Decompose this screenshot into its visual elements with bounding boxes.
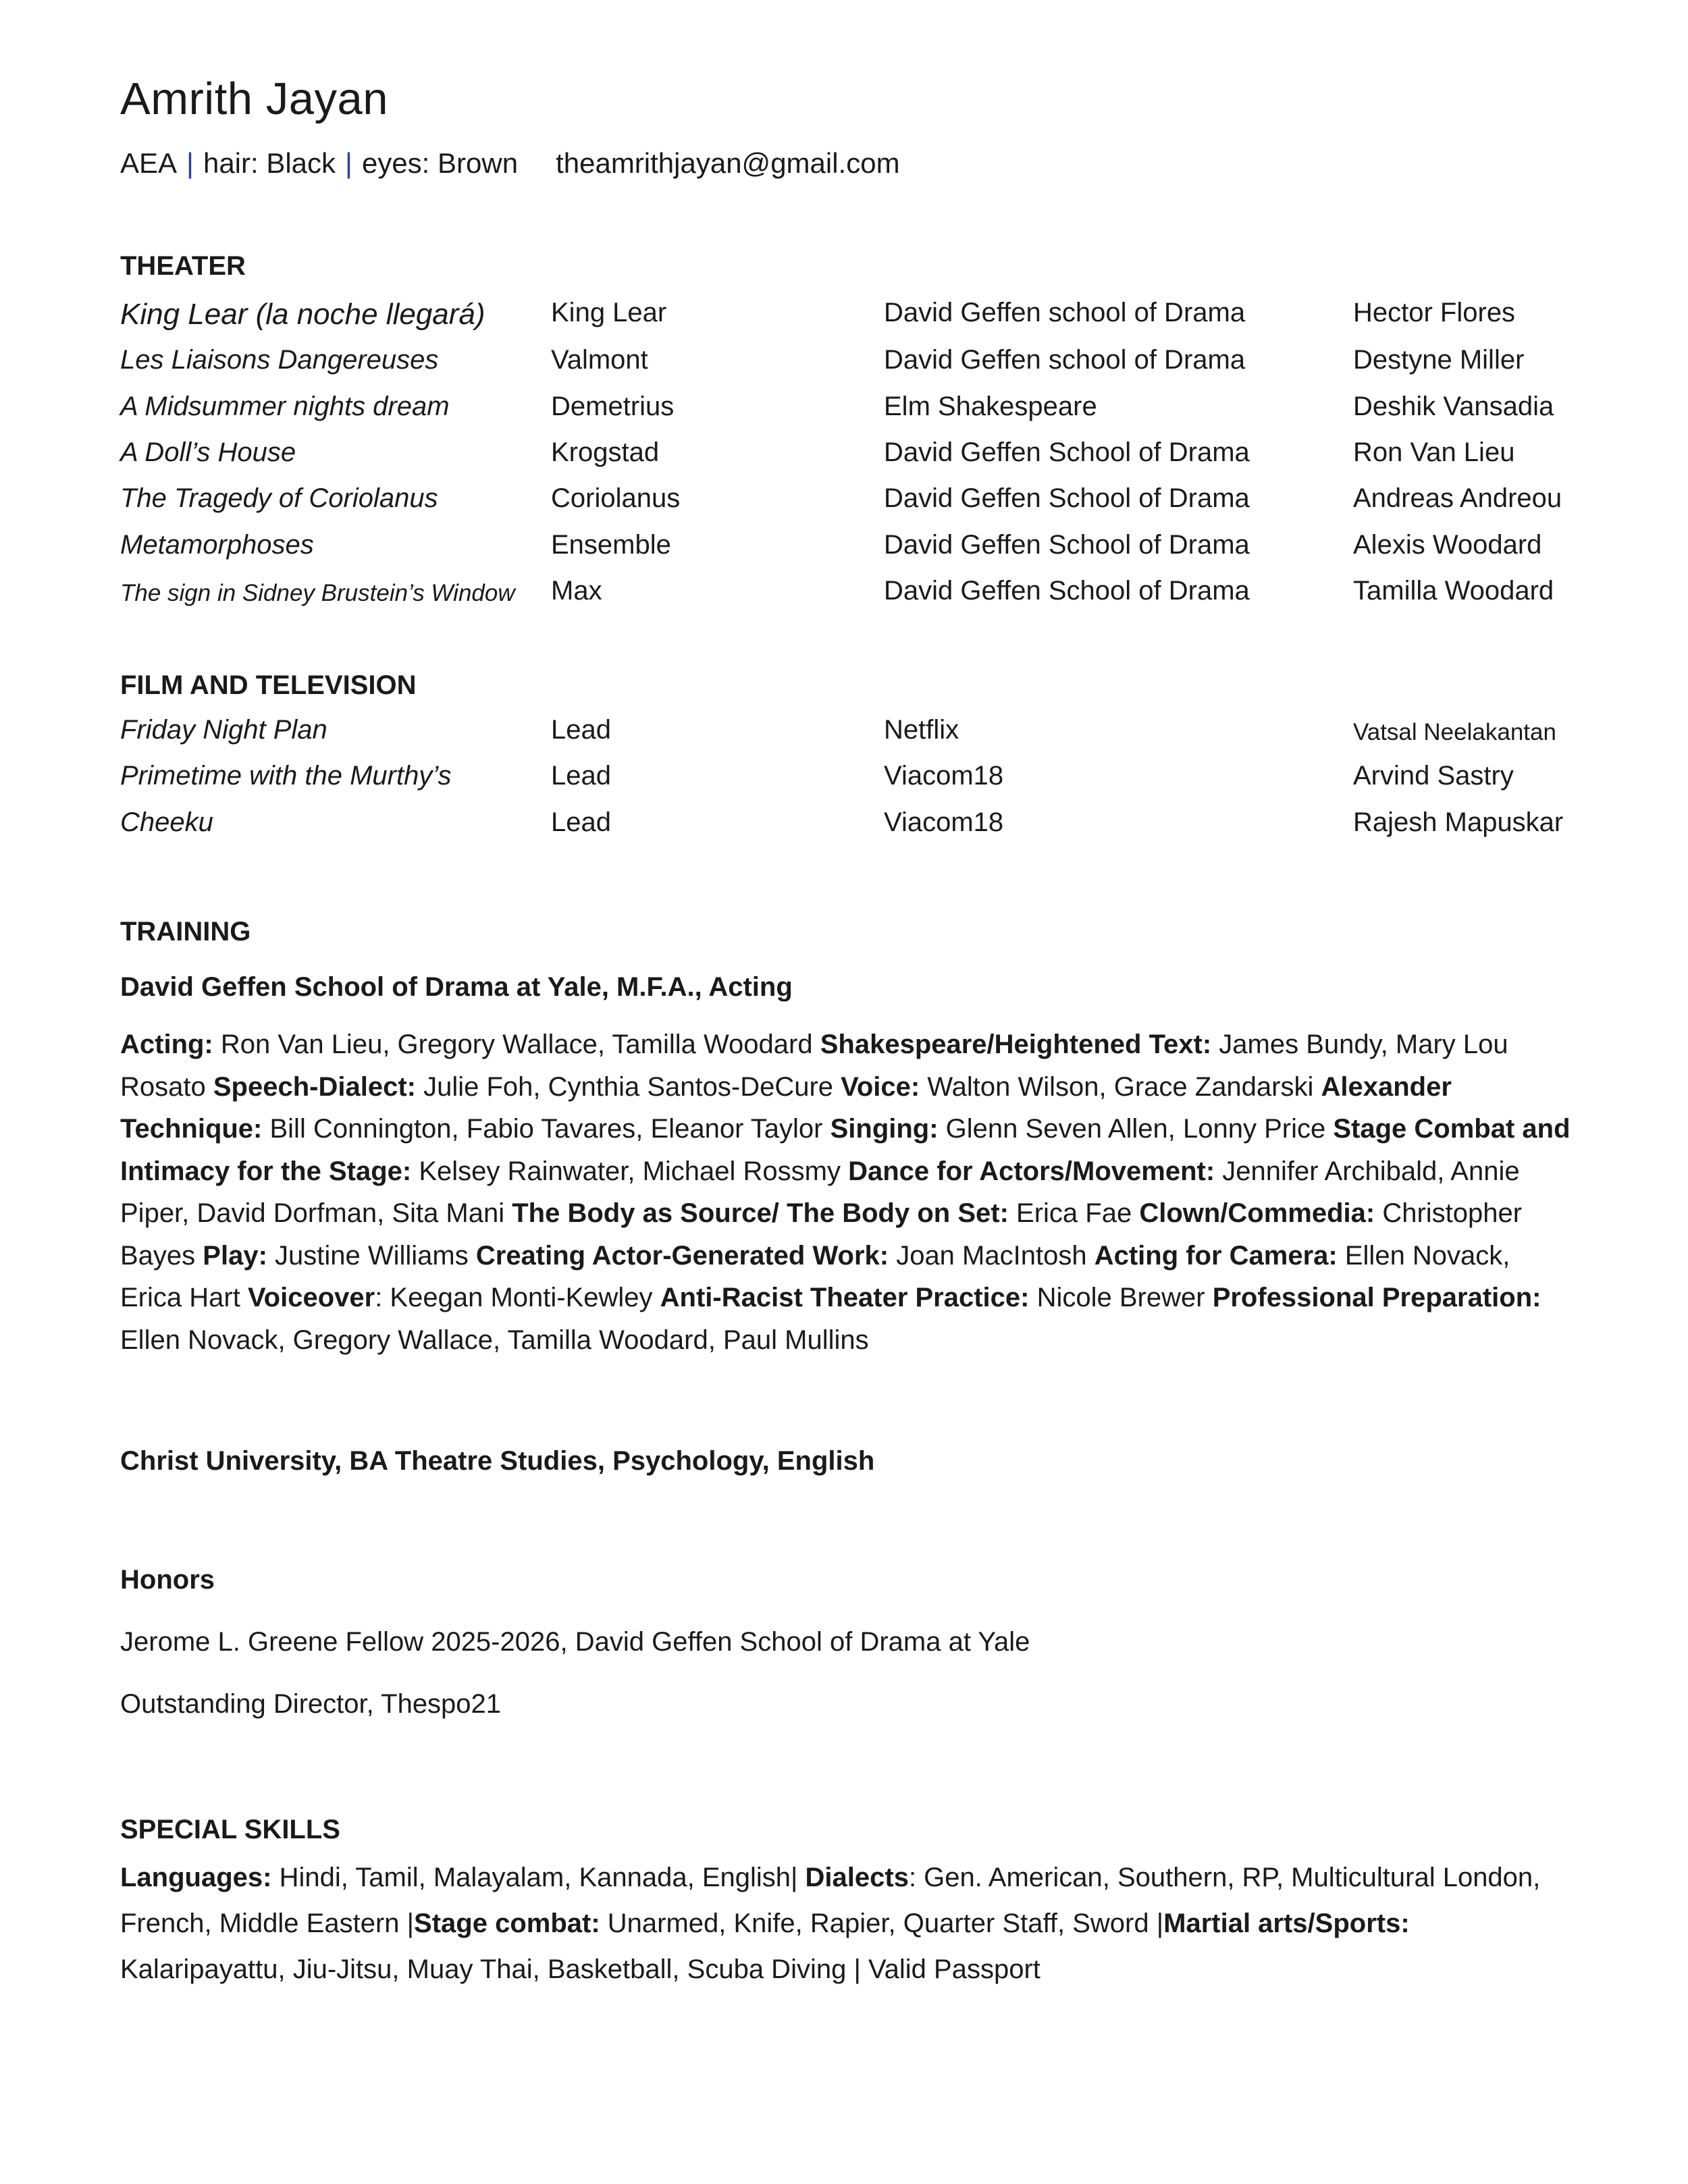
course-label: Voiceover <box>247 1283 375 1312</box>
venue: Viacom18 <box>884 761 1004 791</box>
course-label: Stage Combat and Intimacy for the Stage: <box>120 1114 1571 1186</box>
skill-text: Hindi, Tamil, Malayalam, Kannada, English| <box>271 1863 806 1892</box>
film-row <box>120 807 1606 853</box>
director: Andreas Andreou <box>1353 483 1562 513</box>
theater-heading: THEATER <box>120 251 246 281</box>
course-teachers: : Keegan Monti-Kewley <box>375 1283 660 1312</box>
venue: David Geffen school of Drama <box>884 345 1246 375</box>
course-teachers: Julie Foh, Cynthia Santos-DeCure <box>415 1071 841 1102</box>
role: Lead <box>551 807 611 837</box>
skills-heading: SPECIAL SKILLS <box>120 1815 340 1844</box>
film-tv-heading: FILM AND TELEVISION <box>120 670 417 700</box>
skill-text: Unarmed, Knife, Rapier, Quarter Staff, Sword | <box>600 1909 1164 1938</box>
role: Lead <box>551 715 611 745</box>
venue: Elm Shakespeare <box>884 392 1097 421</box>
course-label: Singing: <box>830 1114 939 1144</box>
skills-paragraph <box>120 1855 1558 1992</box>
role: Max <box>551 576 602 606</box>
production-title: Cheeku <box>120 807 213 837</box>
honor-item: Jerome L. Greene Fellow 2025-2026, David Geffen School of Drama at Yale <box>120 1627 1030 1657</box>
venue: David Geffen School of Drama <box>884 437 1250 467</box>
union-affiliation: AEA <box>120 147 178 179</box>
theater-row <box>120 576 1606 622</box>
theater-row <box>120 345 1606 391</box>
role: Coriolanus <box>551 483 681 513</box>
course-label: Professional Preparation: <box>1212 1283 1541 1312</box>
theater-row <box>120 392 1606 437</box>
course-teachers: James Bundy, Mary Lou Rosato <box>120 1030 1508 1102</box>
director: Destyne Miller <box>1353 345 1525 375</box>
director: Ron Van Lieu <box>1353 437 1515 467</box>
separator: | <box>186 147 194 179</box>
skill-text: : Gen. American, Southern, RP, Multicultural London, French, Middle Eastern | <box>120 1863 1541 1938</box>
email-link[interactable]: theamrithjayan@gmail.com <box>556 147 900 179</box>
course-label: Creating Actor-Generated Work: <box>475 1240 889 1271</box>
course-label: Dance for Actors/Movement: <box>848 1156 1215 1186</box>
production-title: Metamorphoses <box>120 530 314 560</box>
eye-color: eyes: Brown <box>361 147 519 179</box>
venue: Netflix <box>884 715 959 745</box>
skill-label: Stage combat: <box>414 1909 600 1938</box>
skill-text: Kalaripayattu, Jiu-Jitsu, Muay Thai, Basketball, Scuba Diving | Valid Passport <box>120 1954 1040 1984</box>
venue: Viacom18 <box>884 807 1004 837</box>
director: Arvind Sastry <box>1353 761 1514 791</box>
course-teachers: Jennifer Archibald, Annie Piper, David Dorfman, Sita Mani <box>120 1156 1520 1228</box>
director: Rajesh Mapuskar <box>1353 807 1564 837</box>
course-label: Clown/Commedia: <box>1139 1198 1375 1228</box>
production-title: Les Liaisons Dangereuses <box>120 345 439 375</box>
separator: | <box>345 147 352 179</box>
theater-row <box>120 530 1606 576</box>
course-teachers: Bill Connington, Fabio Tavares, Eleanor Taylor <box>262 1114 830 1144</box>
course-teachers: Ellen Novack, Gregory Wallace, Tamilla Woodard, Paul Mullins <box>120 1325 869 1355</box>
theater-row <box>120 298 1606 344</box>
film-row <box>120 715 1606 761</box>
director: Vatsal Neelakantan <box>1353 719 1556 745</box>
course-label: Acting: <box>120 1030 213 1059</box>
director: Alexis Woodard <box>1353 530 1542 560</box>
actor-name: Amrith Jayan <box>120 74 388 124</box>
course-teachers: Kelsey Rainwater, Michael Rossmy <box>411 1156 849 1186</box>
course-label: The Body as Source/ The Body on Set: <box>512 1198 1009 1228</box>
course-label: Anti-Racist Theater Practice: <box>660 1283 1030 1312</box>
skill-label: Martial arts/Sports: <box>1163 1909 1410 1938</box>
production-title: The Tragedy of Coriolanus <box>120 483 438 513</box>
course-teachers: Walton Wilson, Grace Zandarski <box>920 1071 1321 1102</box>
role: King Lear <box>551 298 667 327</box>
school-christ: Christ University, BA Theatre Studies, Psychology, English <box>120 1446 875 1476</box>
role: Krogstad <box>551 437 660 467</box>
skill-label: Dialects <box>805 1863 909 1892</box>
venue: David Geffen School of Drama <box>884 483 1250 513</box>
role: Lead <box>551 761 611 791</box>
director: Deshik Vansadia <box>1353 392 1554 421</box>
course-teachers: Nicole Brewer <box>1029 1283 1213 1312</box>
honor-item: Outstanding Director, Thespo21 <box>120 1689 502 1719</box>
honors-heading: Honors <box>120 1565 215 1595</box>
production-title: Primetime with the Murthy’s <box>120 761 452 791</box>
role: Valmont <box>551 345 648 375</box>
course-teachers: Erica Fae <box>1008 1198 1140 1228</box>
course-label: Play: <box>203 1240 267 1271</box>
training-heading: TRAINING <box>120 917 251 947</box>
course-label: Alexander Technique: <box>120 1071 1452 1144</box>
production-title: A Doll’s House <box>120 437 296 467</box>
course-label: Shakespeare/Heightened Text: <box>820 1030 1212 1059</box>
theater-row <box>120 483 1606 529</box>
course-label: Voice: <box>841 1071 920 1102</box>
production-title: The sign in Sidney Brustein’s Window <box>120 580 515 606</box>
contact-line <box>120 147 900 180</box>
school-yale: David Geffen School of Drama at Yale, M.F.A., Acting <box>120 972 793 1002</box>
venue: David Geffen school of Drama <box>884 298 1246 327</box>
course-teachers: Ellen Novack, Erica Hart <box>120 1240 1510 1312</box>
production-title: A Midsummer nights dream <box>120 392 450 421</box>
production-title: King Lear (la noche llegará) <box>120 298 485 331</box>
course-teachers: Glenn Seven Allen, Lonny Price <box>938 1114 1334 1144</box>
role: Ensemble <box>551 530 671 560</box>
course-teachers: Christopher Bayes <box>120 1198 1523 1271</box>
course-label: Acting for Camera: <box>1094 1240 1338 1271</box>
course-teachers: Ron Van Lieu, Gregory Wallace, Tamilla Woodard <box>213 1030 820 1059</box>
course-label: Speech-Dialect: <box>213 1071 416 1102</box>
theater-row <box>120 437 1606 483</box>
training-courses <box>120 1023 1579 1361</box>
course-teachers: Justine Williams <box>267 1240 476 1271</box>
course-teachers: Joan MacIntosh <box>889 1240 1094 1271</box>
director: Tamilla Woodard <box>1353 576 1554 606</box>
director: Hector Flores <box>1353 298 1516 327</box>
venue: David Geffen School of Drama <box>884 530 1250 560</box>
production-title: Friday Night Plan <box>120 715 327 745</box>
film-row <box>120 761 1606 807</box>
venue: David Geffen School of Drama <box>884 576 1250 606</box>
hair-color: hair: Black <box>203 147 336 179</box>
role: Demetrius <box>551 392 675 421</box>
skill-label: Languages: <box>120 1863 272 1892</box>
